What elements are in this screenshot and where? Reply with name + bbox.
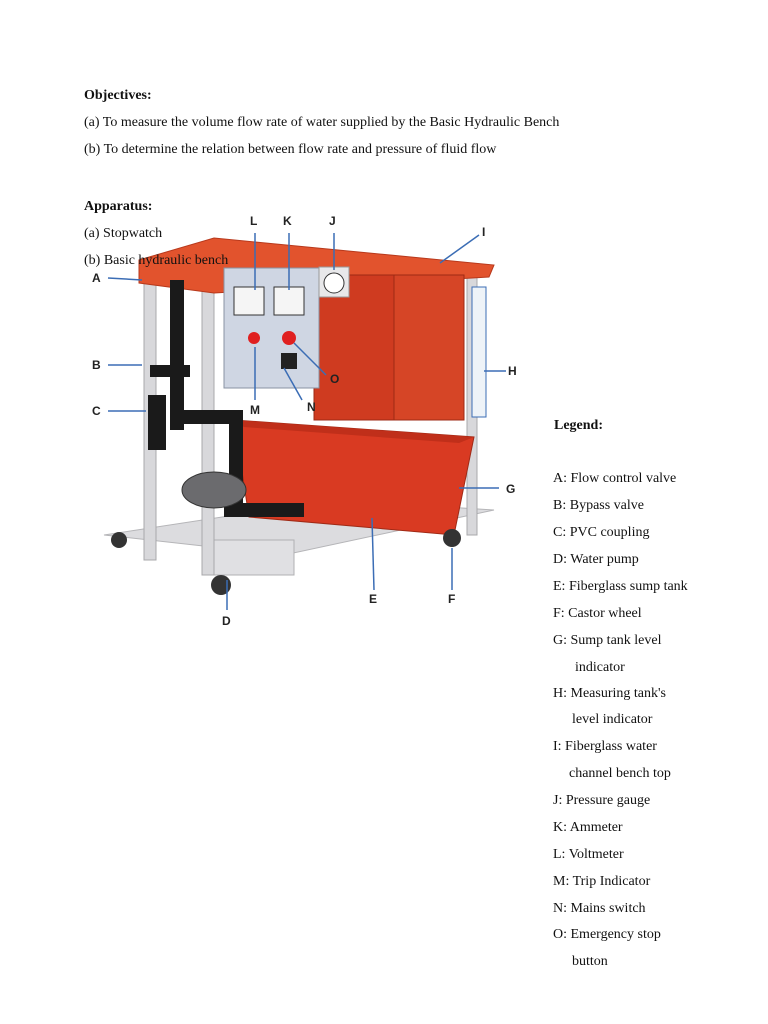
pressure-gauge [324, 273, 344, 293]
apparatus-item-a: (a) Stopwatch [84, 226, 163, 241]
water-pump [182, 472, 246, 508]
legend-item: H: Measuring tank's [553, 686, 666, 701]
emergency-stop-button [282, 331, 296, 345]
trip-indicator [248, 332, 260, 344]
base-frame [214, 540, 294, 575]
legend-item: N: Mains switch [553, 901, 646, 916]
legend-item: J: Pressure gauge [553, 793, 651, 808]
callout-o: O [330, 372, 340, 386]
legend-item: D: Water pump [553, 552, 639, 567]
frame-post [202, 280, 214, 575]
control-panel [224, 268, 319, 388]
callout-b: B [92, 358, 101, 372]
legend-item-continuation: level indicator [572, 712, 653, 727]
legend-item: O: Emergency stop [553, 927, 661, 942]
legend-item: I: Fiberglass water [553, 739, 657, 754]
apparatus-item-b: (b) Basic hydraulic bench [84, 253, 229, 268]
legend-item: L: Voltmeter [553, 847, 624, 862]
callout-h: H [508, 364, 517, 378]
callout-e: E [369, 592, 378, 606]
castor-wheel [443, 529, 461, 547]
legend-item: K: Ammeter [553, 820, 623, 835]
callout-a: A [92, 271, 101, 285]
objective-a: (a) To measure the volume flow rate of water supplied by the Basic Hydraulic Bench [84, 115, 560, 130]
level-indicator-tube [472, 287, 486, 417]
callout-c: C [92, 404, 101, 418]
legend-item: G: Sump tank level [553, 633, 662, 648]
pipe [170, 280, 184, 430]
legend-item: A: Flow control valve [553, 471, 677, 486]
legend-item: F: Castor wheel [553, 606, 642, 621]
callout-k: K [283, 214, 292, 228]
legend-item: C: PVC coupling [553, 525, 650, 540]
callout-m: M [250, 403, 260, 417]
callout-i: I [482, 225, 486, 239]
legend-item-continuation: indicator [575, 660, 625, 675]
callout-j: J [329, 214, 336, 228]
callout-g: G [506, 482, 516, 496]
legend-item-continuation: channel bench top [569, 766, 671, 781]
objective-b: (b) To determine the relation between flow rate and pressure of fluid flow [84, 142, 497, 157]
castor-wheel [111, 532, 127, 548]
legend-item-continuation: button [572, 954, 608, 969]
legend-item: M: Trip Indicator [553, 874, 651, 889]
pvc-coupling [148, 395, 166, 450]
objectives-heading: Objectives: [84, 88, 152, 103]
ammeter [274, 287, 304, 315]
legend-item: E: Fiberglass sump tank [553, 579, 688, 594]
apparatus-heading: Apparatus: [84, 199, 153, 214]
callout-f: F [448, 592, 456, 606]
callout-n: N [307, 400, 316, 414]
castor-wheel [211, 575, 231, 595]
callout-d: D [222, 614, 231, 628]
legend-item: B: Bypass valve [553, 498, 644, 513]
callout-l: L [250, 214, 258, 228]
voltmeter [234, 287, 264, 315]
mains-switch [281, 353, 297, 369]
legend-heading: Legend: [554, 418, 603, 433]
